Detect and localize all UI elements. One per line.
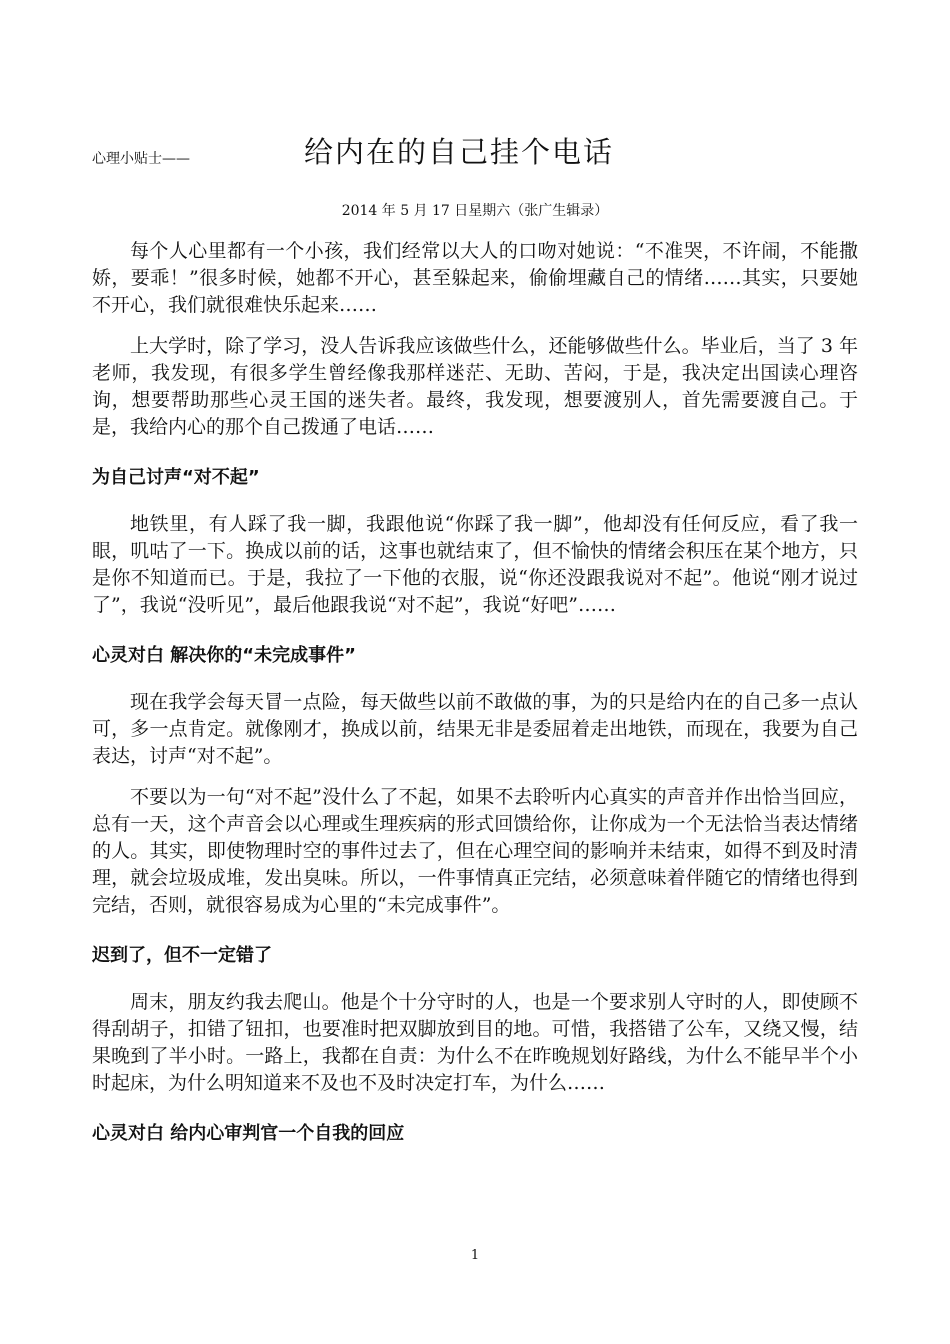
body-paragraph: 上大学时，除了学习，没人告诉我应该做些什么，还能够做些什么。毕业后，当了 3 年老师，我发现，有很多学生曾经像我那样迷茫、无助、苦闷，于是，我决定出国读心理咨询，想要帮助那些心灵王国的迷失者。最终，我发现，想要渡别人，首先需要渡自己。于是，我给内心的那个自己拨通了电话…… <box>92 335 858 438</box>
body-paragraph: 不要以为一句“对不起”没什么了不起，如果不去聆听内心真实的声音并作出恰当回应，总有一天，这个声音会以心理或生理疾病的形式回馈给你，让你成为一个无法恰当表达情绪的人。其实，即使物理时空的事件过去了，但在心理空间的影响并未结束，如得不到及时清理，就会垃圾成堆，发出臭味。所以，一件事情真正完结，必须意味着伴随它的情绪也得到完结，否则，就很容易成为心里的“未完成事件”。 <box>92 786 858 916</box>
column-kicker: 心理小贴士—— <box>92 151 190 167</box>
body-paragraph: 现在我学会每天冒一点险，每天做些以前不敢做的事，为的只是给内在的自己多一点认可，多一点肯定。就像刚才，换成以前，结果无非是委屈着走出地铁，而现在，我要为自己表达，讨声“对不起”。 <box>92 691 858 767</box>
body-paragraph: 每个人心里都有一个小孩，我们经常以大人的口吻对她说：“不准哭，不许闹，不能撒娇，要乖！”很多时候，她都不开心，甚至躲起来，偷偷埋藏自己的情绪……其实，只要她不开心，我们就很难快乐起来…… <box>92 240 858 316</box>
document-title: 给内在的自己挂个电话 <box>304 135 615 169</box>
body-paragraph: 地铁里，有人踩了我一脚，我跟他说“你踩了我一脚”，他却没有任何反应，看了我一眼，叽咕了一下。换成以前的话，这事也就结束了，但不愉快的情绪会积压在某个地方，只是你不知道而已。于是，我拉了一下他的衣服，说“你还没跟我说对不起”。他说“刚才说过了”，我说“没听见”，最后他跟我说“对不起”，我说“好吧”…… <box>92 513 858 616</box>
body-paragraph: 周末，朋友约我去爬山。他是个十分守时的人，也是一个要求别人守时的人，即使顾不得刮胡子，扣错了钮扣，也要准时把双脚放到目的地。可惜，我搭错了公车，又绕又慢，结果晚到了半小时。一路上，我都在自责：为什么不在昨晚规划好路线，为什么不能早半个小时起床，为什么明知道来不及也不及时决定打车，为什么…… <box>92 991 858 1094</box>
section-heading: 心灵对白 给内心审判官一个自我的回应 <box>92 1123 405 1144</box>
page-number: 1 <box>470 1248 480 1263</box>
section-heading: 迟到了，但不一定错了 <box>92 945 272 966</box>
section-heading: 为自己讨声“对不起” <box>92 467 260 488</box>
section-heading: 心灵对白 解决你的“未完成事件” <box>92 645 356 666</box>
date-line: 2014 年 5 月 17 日星期六（张广生辑录） <box>341 203 609 219</box>
document-header <box>92 130 872 170</box>
document-body <box>92 238 858 1167</box>
